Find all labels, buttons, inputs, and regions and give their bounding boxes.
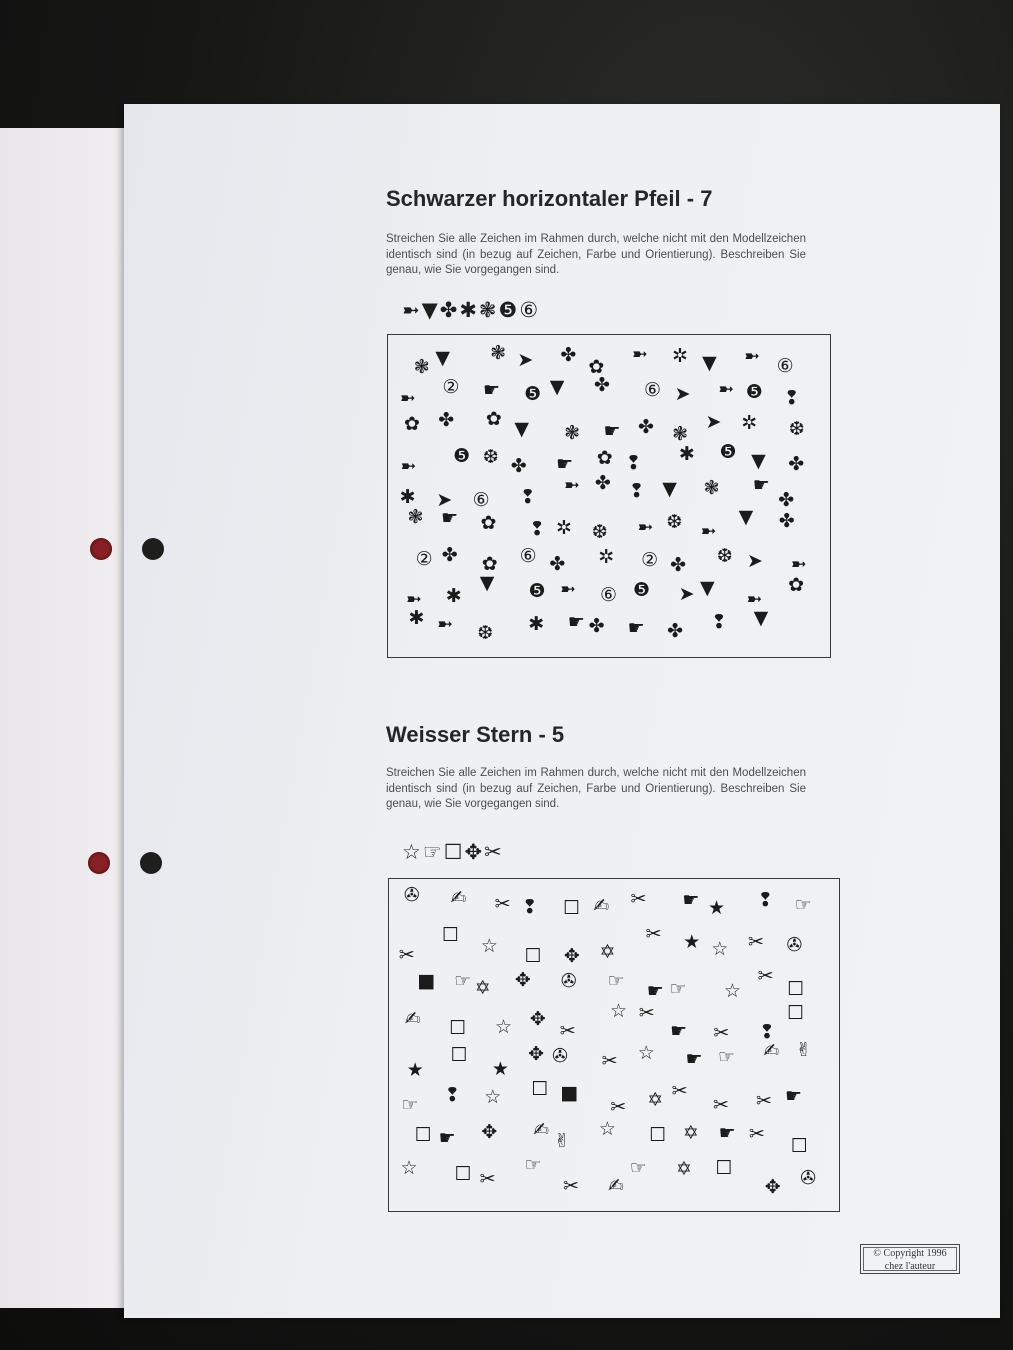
symbol-item[interactable]: ❺ [528,580,546,603]
symbol-item[interactable]: ➼ [405,587,422,610]
symbol-item[interactable]: ★ [708,896,726,919]
symbol-item[interactable]: ☛ [670,1019,688,1042]
symbol-item[interactable]: ✲ [556,517,572,540]
symbol-item[interactable]: ➤ [705,411,722,434]
symbol-item[interactable]: ✿ [481,553,498,576]
symbol-item[interactable]: ✱ [408,606,425,629]
symbol-item[interactable]: ☆ [400,1157,418,1180]
symbol-item[interactable]: ▼ [479,572,495,595]
symbol-item[interactable]: ☛ [646,979,664,1002]
symbol-item[interactable]: ☞ [607,970,625,993]
symbol-item[interactable]: ➼ [637,515,654,538]
symbol-item[interactable]: ★ [491,1057,509,1080]
symbol-item[interactable]: ➼ [790,553,807,576]
worksheet-page [124,104,1000,1318]
symbol-item[interactable]: ✱ [528,612,545,635]
punch-hole [90,538,112,560]
exercise-1-model-symbols: ➼▼✤✱❃❺⑥ [402,298,541,322]
symbol-item[interactable]: ☐ [441,923,459,946]
symbol-item[interactable]: ✂ [638,1002,655,1025]
symbol-item[interactable]: ☞ [524,1153,542,1176]
symbol-item[interactable]: ★ [406,1059,424,1082]
copyright-line-1: © Copyright 1996 [873,1248,947,1259]
symbol-item[interactable]: ❺ [524,383,542,406]
symbol-item[interactable]: ✂ [712,1093,729,1116]
symbol-item[interactable]: ☐ [449,1016,467,1039]
symbol-item[interactable]: ❢ [521,896,538,919]
symbol-item[interactable]: ❆ [716,544,733,567]
symbol-item[interactable]: ✍ [593,895,610,918]
symbol-item[interactable]: ⑥ [519,545,537,568]
symbol-item[interactable]: ✂ [757,965,774,988]
symbol-item[interactable]: ✡ [474,977,491,1000]
symbol-item[interactable]: ➼ [400,454,417,477]
symbol-item[interactable]: ❺ [453,444,471,467]
symbol-item[interactable]: ➼ [399,387,416,410]
exercise-2-symbol-frame [388,878,840,1212]
symbol-item[interactable]: ✤ [441,544,458,567]
symbol-item[interactable]: ☛ [438,1126,456,1149]
symbol-item[interactable]: ➼ [563,474,580,497]
symbol-item[interactable]: ❃ [672,422,688,445]
symbol-item[interactable]: ✤ [778,509,795,532]
symbol-item[interactable]: ☆ [711,937,729,960]
symbol-item[interactable]: ⑥ [776,354,794,377]
symbol-item[interactable]: ▼ [435,346,451,369]
symbol-item[interactable]: ✥ [563,944,580,967]
symbol-item[interactable]: ☐ [787,1002,805,1025]
symbol-item[interactable]: ✤ [788,453,805,476]
symbol-item[interactable]: ✤ [438,409,455,432]
symbol-item[interactable]: ☐ [790,1134,808,1157]
symbol-item[interactable]: ✇ [786,933,803,956]
symbol-item[interactable]: ✤ [594,472,611,495]
symbol-item[interactable]: ✤ [560,343,577,366]
symbol-item[interactable]: ☛ [685,1048,703,1071]
symbol-item[interactable]: ☐ [450,1043,468,1066]
symbol-item[interactable]: ✿ [404,412,420,435]
symbol-item[interactable]: ☆ [494,1015,512,1038]
symbol-item[interactable]: ❺ [719,441,737,464]
symbol-item[interactable]: ▼ [753,607,769,630]
symbol-item[interactable]: ☆ [637,1041,655,1064]
symbol-item[interactable]: ✥ [514,968,531,991]
symbol-item[interactable]: ✡ [599,941,616,964]
symbol-item[interactable]: ✍ [608,1175,624,1198]
symbol-item[interactable]: ✂ [756,1089,772,1112]
symbol-item[interactable]: ☛ [752,473,770,496]
symbol-item[interactable]: ❃ [703,476,720,499]
symbol-item[interactable]: ❢ [757,889,774,912]
symbol-item[interactable]: ▼ [751,450,766,473]
punch-hole [140,852,162,874]
symbol-item[interactable]: ✂ [494,893,511,916]
symbol-item[interactable]: ⑥ [643,379,661,402]
symbol-item[interactable]: ■ [417,970,436,993]
symbol-item[interactable]: ⑥ [472,489,490,512]
symbol-item[interactable]: ➤ [746,549,763,572]
symbol-item[interactable]: ➼ [437,613,453,636]
symbol-item[interactable]: ✇ [560,970,577,993]
punch-hole [142,538,164,560]
symbol-item[interactable]: ❃ [407,506,424,529]
symbol-item[interactable]: ➼ [744,345,760,368]
symbol-item[interactable]: ✱ [445,585,462,608]
symbol-item[interactable]: ☞ [794,894,812,917]
symbol-item[interactable]: ❢ [625,452,642,475]
symbol-item[interactable]: ⑥ [600,584,618,607]
symbol-item[interactable]: ✤ [588,615,605,638]
copyright-box [860,1244,960,1274]
symbol-item[interactable]: ☐ [524,944,542,967]
exercise-1-title: Schwarzer horizontaler Pfeil - 7 [386,186,713,211]
symbol-item[interactable]: ✤ [667,619,684,642]
symbol-item[interactable]: ✤ [549,553,566,576]
symbol-item[interactable]: ☐ [787,977,805,1000]
symbol-item[interactable]: ✲ [741,412,758,435]
symbol-item[interactable]: ☛ [627,616,645,639]
symbol-item[interactable]: ☐ [414,1124,432,1147]
exercise-2-instruction: Streichen Sie alle Zeichen im Rahmen durch, welche nicht mit den Modellzeichen identisch sind (in bezug auf Zeichen, Farbe und Orientierung). Beschreiben Sie genau, wie Sie vorgegangen sind. [386,767,806,810]
symbol-item[interactable]: ☆ [723,980,741,1002]
symbol-item[interactable]: ✡ [647,1088,664,1111]
symbol-item[interactable]: ✿ [485,407,502,430]
symbol-item[interactable]: ✿ [480,511,497,534]
symbol-item[interactable]: ❢ [519,485,536,508]
symbol-item[interactable]: ☆ [480,934,498,957]
symbol-item[interactable]: ✂ [630,887,647,910]
symbol-item[interactable]: ✿ [596,446,613,469]
symbol-item[interactable]: ✇ [403,884,420,907]
symbol-item[interactable]: ☛ [556,453,574,476]
symbol-item[interactable]: ❃ [564,421,581,444]
copyright-line-2: chez l'auteur [884,1261,936,1272]
symbol-item[interactable]: ➤ [517,348,534,371]
symbol-item[interactable]: ☛ [483,379,501,402]
symbol-item[interactable]: ➼ [746,587,763,610]
symbol-item[interactable]: ✡ [682,1122,699,1145]
symbol-item[interactable]: ▼ [549,376,565,399]
symbol-item[interactable]: ✌ [553,1129,570,1152]
punch-hole [88,852,110,874]
exercise-1-instruction: Streichen Sie alle Zeichen im Rahmen durch, welche nicht mit den Modellzeichen identisch sind (in bezug auf Zeichen, Farbe und Orientierung). Beschreiben Sie genau, wie Sie vorgegangen sind. [386,233,806,276]
symbol-item[interactable]: ❃ [413,355,430,378]
symbol-item[interactable]: ❢ [628,479,645,502]
symbol-item[interactable]: ☞ [401,1093,419,1116]
symbol-item[interactable]: ✂ [645,923,662,946]
symbol-item[interactable]: ▼ [700,577,715,600]
symbol-item[interactable]: ☛ [567,610,585,633]
symbol-item[interactable]: ★ [683,930,701,953]
symbol-item[interactable]: ✍ [404,1008,421,1031]
symbol-item[interactable]: ✤ [670,554,687,577]
symbol-item[interactable]: ② [415,548,433,571]
symbol-item[interactable]: ☞ [718,1046,736,1069]
symbol-item[interactable]: ❢ [529,517,546,540]
symbol-item[interactable]: ☐ [563,897,581,920]
symbol-item[interactable]: ➤ [674,383,691,406]
symbol-item[interactable]: ✌ [795,1038,812,1061]
symbol-item[interactable]: ✍ [763,1039,780,1062]
symbol-item[interactable]: ☆ [610,1000,628,1023]
symbol-item[interactable]: ☛ [682,889,700,912]
symbol-item[interactable]: ❃ [490,342,507,365]
symbol-item[interactable]: ☆ [484,1085,502,1108]
symbol-item[interactable]: ✂ [713,1021,730,1044]
symbol-item[interactable]: ☞ [629,1157,647,1180]
previous-page [0,128,143,1308]
symbol-item[interactable]: ✿ [788,573,805,596]
symbol-item[interactable]: ☐ [531,1077,549,1100]
symbol-item[interactable]: ✱ [678,443,695,465]
symbol-item[interactable]: ❆ [666,510,683,533]
symbol-item[interactable]: ➼ [631,343,648,366]
symbol-item[interactable]: ✡ [675,1158,692,1181]
symbol-item[interactable]: ✂ [748,1123,765,1146]
symbol-item[interactable]: ❆ [591,520,608,543]
symbol-item[interactable]: ☆ [598,1117,616,1140]
symbol-item[interactable]: ✍ [533,1119,550,1142]
symbol-item[interactable]: ❢ [758,1021,775,1044]
symbol-item[interactable]: ❢ [710,610,727,633]
symbol-item[interactable]: ✥ [529,1007,546,1030]
exercise-2-title: Weisser Stern - 5 [386,722,565,747]
symbol-item[interactable]: ❆ [788,417,805,440]
symbol-item[interactable]: ❆ [477,621,494,644]
symbol-item[interactable]: ✤ [510,455,527,478]
symbol-item[interactable]: ■ [560,1082,579,1104]
symbol-item[interactable]: ☐ [715,1157,733,1180]
symbol-item[interactable]: ② [442,376,460,399]
symbol-item[interactable]: ✤ [594,373,610,396]
symbol-item[interactable]: ➤ [678,583,695,606]
symbol-item[interactable]: ☛ [603,420,621,443]
symbol-item[interactable]: ✂ [559,1019,576,1042]
symbol-item[interactable]: ❆ [482,446,499,469]
symbol-item[interactable]: ☞ [454,970,472,993]
symbol-item[interactable]: ☐ [454,1163,472,1186]
symbol-item[interactable]: ☛ [441,506,459,529]
symbol-item[interactable]: ✇ [800,1166,817,1189]
symbol-item[interactable]: ✿ [588,356,605,378]
symbol-item[interactable]: ✲ [671,344,688,367]
exercise-2-model-symbols: ☆☞☐✥✂ [402,840,504,864]
exercise-1-symbol-frame [387,334,831,658]
symbol-item[interactable]: ✱ [399,485,416,508]
symbol-item[interactable]: ✥ [528,1043,544,1066]
symbol-item[interactable]: ✲ [598,546,615,569]
symbol-item[interactable]: ➼ [700,519,717,542]
symbol-item[interactable]: ✂ [748,931,764,954]
symbol-item[interactable]: ✂ [610,1095,627,1118]
symbol-item[interactable]: ✂ [671,1079,688,1102]
symbol-item[interactable]: ➼ [718,377,735,400]
symbol-item[interactable]: ☐ [649,1123,667,1146]
symbol-item[interactable]: ✂ [398,943,415,966]
symbol-item[interactable]: ☛ [718,1121,736,1144]
symbol-item[interactable]: ➤ [436,489,453,512]
symbol-item[interactable]: ✂ [601,1049,618,1072]
symbol-item[interactable]: ✥ [764,1175,781,1198]
symbol-item[interactable]: ✤ [637,416,654,439]
symbol-item[interactable]: ❺ [745,380,763,403]
symbol-item[interactable]: ➼ [560,577,576,600]
symbol-item[interactable]: ▼ [662,477,677,500]
symbol-item[interactable]: ✇ [552,1044,568,1067]
symbol-item[interactable]: ❺ [633,578,651,601]
symbol-item[interactable]: ▼ [514,418,530,441]
symbol-item[interactable]: ▼ [702,352,717,375]
symbol-item[interactable]: ✂ [563,1174,579,1197]
symbol-item[interactable]: ✤ [778,488,795,511]
symbol-item[interactable]: ② [641,549,659,572]
symbol-item[interactable]: ❢ [783,386,800,409]
symbol-item[interactable]: ✍ [450,887,467,910]
symbol-item[interactable]: ✥ [481,1120,498,1143]
symbol-item[interactable]: ✂ [479,1168,496,1191]
symbol-item[interactable]: ▼ [738,505,754,528]
symbol-item[interactable]: ☛ [784,1084,803,1107]
symbol-item[interactable]: ☞ [669,977,687,1000]
symbol-item[interactable]: ❢ [444,1084,461,1107]
